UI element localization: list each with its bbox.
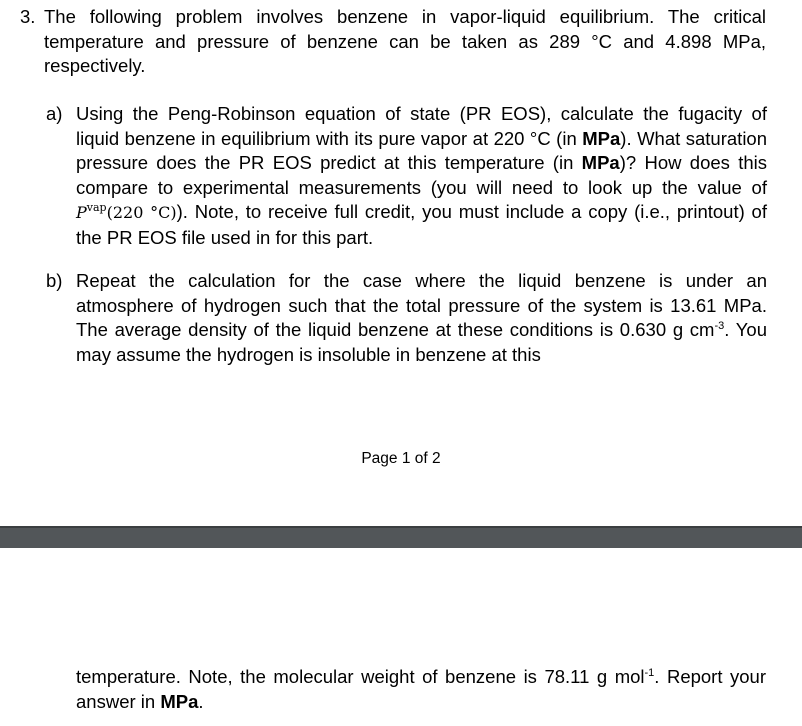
part-a: [46, 102, 767, 250]
page-footer: Page 1 of 2: [361, 450, 441, 467]
page-separator: [0, 526, 802, 548]
problem-intro: The following problem involves benzene in vapor-liquid equilibrium. The critical temperature and pressure of benzene can be taken as 289 °C and 4.898 MPa, respectively.: [44, 6, 766, 76]
part-b-continuation: temperature. Note, the molecular weight of benzene is 78.11 g mol$^{-1}$. Report your answer in MPa.: [76, 666, 766, 712]
part-a-text: Using the Peng-Robinson equation of state (PR EOS), calculate the fugacity of liquid benzene in equilibrium with its pure vapor at 220 °C (in MPa). What saturation pressure does the PR EOS predict at this temperature (in MPa)? How does this compare to experimental measurements (you will need to look up the value of $P^{vap}(220$ °C)). Note, to receive full credit, you must include a copy (i.e., printout) of the PR EOS file used in for this part.: [76, 103, 768, 248]
part-a-label: a): [46, 103, 63, 124]
part-b: [46, 269, 767, 367]
problem-3: [20, 5, 766, 79]
part-b-text: Repeat the calculation for the case where the liquid benzene is under an atmosphere of hydrogen such that the total pressure of the system is 13.61 MPa. The average density of the liquid benzene at these conditions is 0.630 g $cm^{-3}$. You may assume the hydrogen is insoluble in benzene at this: [76, 270, 767, 365]
pvap-expression: $P^{vap}(220$ °C): [76, 201, 177, 222]
document-page-2: [0, 548, 802, 726]
part-b-label: b): [46, 270, 63, 291]
problem-number: 3.: [20, 6, 36, 27]
